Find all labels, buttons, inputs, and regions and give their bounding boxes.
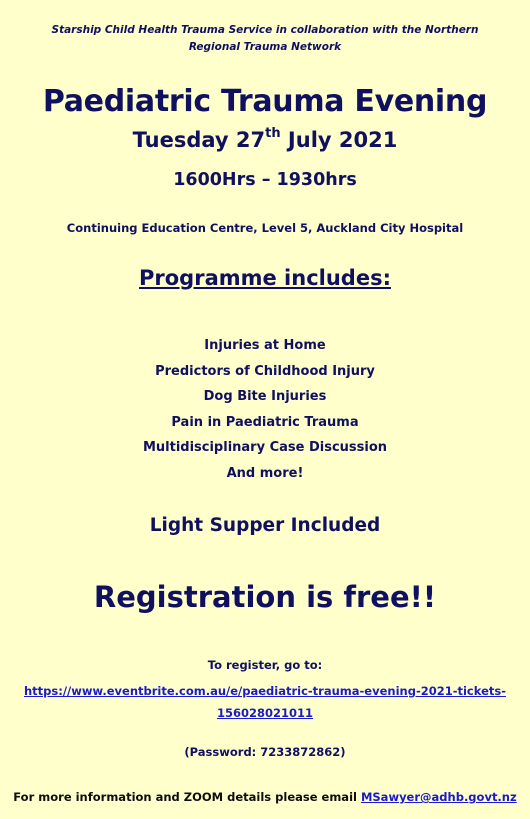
supper-note: Light Supper Included bbox=[149, 515, 381, 536]
registration-link-line-2[interactable]: 156028021011 bbox=[216, 706, 314, 720]
registration-instruction: To register, go to: bbox=[207, 658, 323, 672]
event-time: 1600Hrs – 1930hrs bbox=[173, 170, 357, 190]
programme-item: Injuries at Home bbox=[204, 338, 326, 353]
programme-item: Pain in Paediatric Trauma bbox=[171, 414, 359, 430]
programme-list bbox=[0, 336, 530, 489]
programme-item: Predictors of Childhood Injury bbox=[155, 363, 375, 379]
programme-item: Multidisciplinary Case Discussion bbox=[142, 440, 388, 455]
contact-text: For more information and ZOOM details please email bbox=[13, 790, 361, 804]
registration-password: (Password: 7233872862) bbox=[184, 745, 346, 759]
event-venue: Continuing Education Centre, Level 5, Auckland City Hospital bbox=[66, 221, 464, 235]
programme-heading: Programme includes: bbox=[139, 266, 391, 290]
contact-line bbox=[0, 790, 530, 804]
event-date bbox=[0, 128, 530, 152]
organiser-intro bbox=[10, 22, 520, 56]
programme-item: And more! bbox=[226, 465, 304, 481]
event-title: Paediatric Trauma Evening bbox=[42, 84, 488, 119]
intro-line-1: Starship Child Health Trauma Service in collaboration with the Northern bbox=[51, 24, 479, 36]
intro-line-2: Regional Trauma Network bbox=[188, 41, 342, 53]
contact-email-link[interactable]: MSawyer@adhb.govt.nz bbox=[360, 790, 517, 804]
date-rest: July 2021 bbox=[280, 128, 398, 152]
date-ordinal: th bbox=[265, 126, 281, 141]
registration-headline: Registration is free!! bbox=[93, 580, 437, 614]
programme-item: Dog Bite Injuries bbox=[203, 389, 327, 404]
registration-link-line-1[interactable]: https://www.eventbrite.com.au/e/paediatric-trauma-evening-2021-tickets- bbox=[23, 684, 507, 698]
registration-link[interactable] bbox=[10, 680, 520, 724]
date-prefix: Tuesday 27 bbox=[132, 128, 266, 152]
